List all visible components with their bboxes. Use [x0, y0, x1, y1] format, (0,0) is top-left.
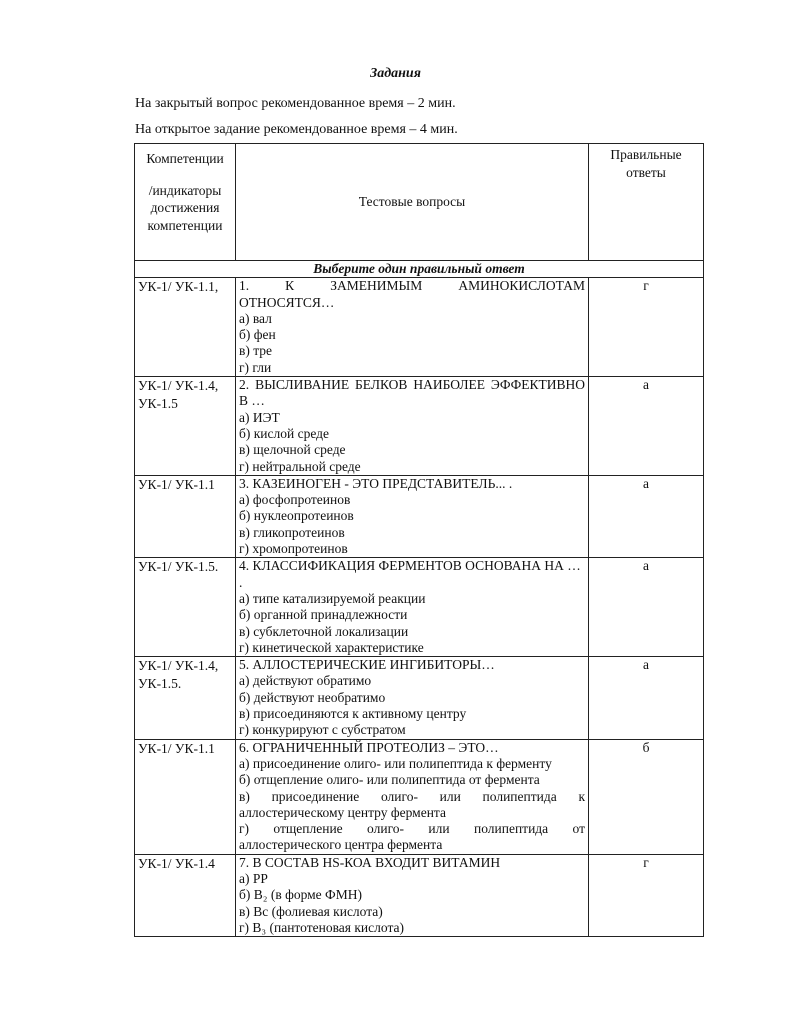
option-a: а) РР	[239, 870, 268, 886]
option-c: в) тре	[239, 343, 273, 359]
competence-code	[135, 657, 236, 739]
table-row	[135, 657, 704, 739]
competence-code-line: УК-1/ УК-1.1,	[138, 279, 219, 295]
competence-code-line: УК-1/ УК-1.4,	[138, 378, 219, 394]
correct-answer: а	[589, 475, 704, 557]
correct-answer: б	[589, 739, 704, 854]
competence-code-line: УК-1/ УК-1.4,	[138, 658, 219, 674]
questions-table	[134, 143, 704, 937]
question-text: 3. КАЗЕИНОГЕН - ЭТО ПРЕДСТАВИТЕЛЬ... .	[239, 475, 513, 491]
note-open-task-time: На открытое задание рекомендованное время – 4 мин.	[135, 122, 458, 137]
header-competence-line4: компетенции	[147, 217, 223, 233]
page-title: Задания	[370, 66, 421, 81]
option-a: а) фосфопротеинов	[239, 492, 351, 508]
competence-code	[135, 475, 236, 557]
option-a: а) типе катализируемой реакции	[239, 590, 426, 606]
section-row	[135, 261, 704, 278]
option-c: в) гликопротеинов	[239, 524, 345, 540]
option-a: а) присоединение олиго- или полипептида к ферменту	[239, 755, 552, 771]
header-competence-line1: Компетенции	[146, 151, 224, 166]
competence-code	[135, 558, 236, 657]
option-d: г) нейтральной среде	[239, 458, 361, 474]
question-text: 7. В СОСТАВ HS-КОА ВХОДИТ ВИТАМИН	[239, 854, 501, 870]
option-a: а) ИЭТ	[239, 409, 280, 425]
correct-answer: г	[589, 278, 704, 377]
competence-code	[135, 377, 236, 476]
question-text: 6. ОГРАНИЧЕННЫЙ ПРОТЕОЛИЗ – ЭТО…	[239, 739, 499, 755]
option-d: г) гли	[239, 359, 272, 375]
question-cell	[236, 854, 589, 936]
table-row	[135, 739, 704, 854]
option-c: в) присоединяются к активному центру	[239, 706, 467, 722]
question-text: 2. ВЫСЛИВАНИЕ БЕЛКОВ НАИБОЛЕЕ ЭФФЕКТИВНО В …	[239, 377, 585, 409]
header-competence	[135, 144, 236, 261]
header-competence-line2: /индикаторы	[148, 182, 222, 198]
question-cell	[236, 278, 589, 377]
table-row	[135, 377, 704, 476]
question-text: 5. АЛЛОСТЕРИЧЕСКИЕ ИНГИБИТОРЫ…	[239, 657, 495, 673]
header-competence-line3: достижения	[150, 200, 220, 215]
question-cell	[236, 558, 589, 657]
option-c: в) щелочной среде	[239, 442, 346, 458]
competence-code-line: УК-1/ УК-1.1	[138, 740, 215, 756]
option-d: г) хромопротеинов	[239, 541, 348, 557]
competence-code-line: УК-1/ УК-1.5.	[138, 559, 219, 575]
correct-answer: г	[589, 854, 704, 936]
question-cell	[236, 657, 589, 739]
competence-code	[135, 739, 236, 854]
header-answers	[589, 144, 704, 261]
section-label: Выберите один правильный ответ	[135, 261, 704, 278]
competence-code	[135, 278, 236, 377]
table-header-row	[135, 144, 704, 261]
option-b: б) B₂ (в форме ФМН)	[239, 887, 362, 903]
option-d: г) кинетической характеристике	[239, 639, 424, 655]
header-questions: Тестовые вопросы	[236, 144, 589, 261]
question-text: 4. КЛАССИФИКАЦИЯ ФЕРМЕНТОВ ОСНОВАНА НА … .	[239, 558, 581, 590]
competence-code	[135, 854, 236, 936]
option-a: а) действуют обратимо	[239, 673, 372, 689]
competence-code-line: УК-1/ УК-1.1	[138, 476, 215, 492]
competence-code-line: УК-1.5	[138, 396, 178, 412]
correct-answer: а	[589, 377, 704, 476]
question-cell	[236, 377, 589, 476]
option-b: б) фен	[239, 327, 276, 343]
table-row	[135, 475, 704, 557]
question-cell	[236, 475, 589, 557]
table-row	[135, 558, 704, 657]
option-d: г) B₃ (пантотеновая кислота)	[239, 919, 404, 935]
table-row	[135, 854, 704, 936]
option-b: б) нуклеопротеинов	[239, 508, 354, 524]
option-b: б) кислой среде	[239, 425, 330, 441]
option-d: г) отщепление олиго- или полипептида от аллостерического центра фермента	[239, 821, 585, 853]
header-answers-line2: ответы	[626, 165, 666, 180]
correct-answer: а	[589, 558, 704, 657]
option-a: а) вал	[239, 310, 272, 326]
option-b: б) отщепление олиго- или полипептида от фермента	[239, 772, 540, 788]
competence-code-line: УК-1/ УК-1.4	[138, 855, 215, 871]
option-c: в) присоединение олиго- или полипептида к аллостерическому центру фермента	[239, 788, 585, 820]
correct-answer: а	[589, 657, 704, 739]
table-row	[135, 278, 704, 377]
option-c: в) субклеточной локализации	[239, 623, 409, 639]
question-text: 1. К ЗАМЕНИМЫМ АМИНОКИСЛОТАМ ОТНОСЯТСЯ…	[239, 278, 585, 310]
option-c: в) Вс (фолиевая кислота)	[239, 903, 383, 919]
note-closed-question-time: На закрытый вопрос рекомендованное время – 2 мин.	[135, 96, 456, 111]
question-cell	[236, 739, 589, 854]
header-answers-line1: Правильные	[610, 147, 682, 162]
option-d: г) конкурируют с субстратом	[239, 722, 406, 738]
option-b: б) органной принадлежности	[239, 607, 408, 623]
competence-code-line: УК-1.5.	[138, 676, 182, 692]
option-b: б) действуют необратимо	[239, 689, 386, 705]
